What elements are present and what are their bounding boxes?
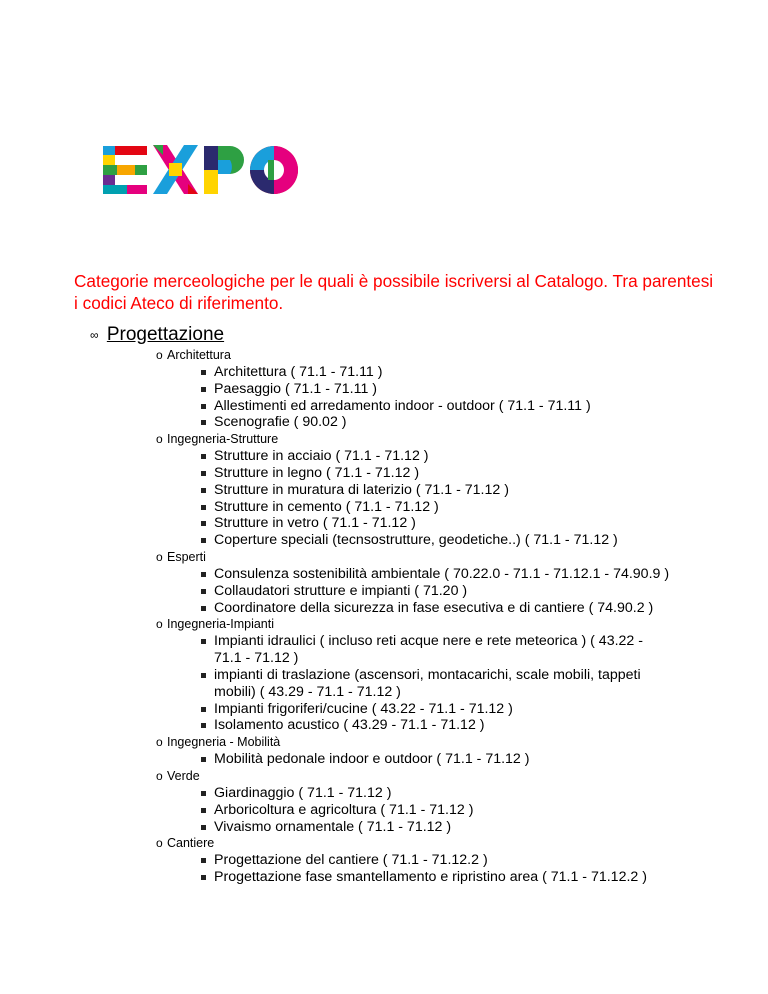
list-item: Coperture speciali (tecnsostrutture, geodetiche..) ( 71.1 - 71.12 ) (201, 532, 671, 549)
square-bullet-icon (201, 606, 206, 611)
logo-letter-x (153, 145, 198, 194)
square-bullet-icon (201, 387, 206, 392)
list-item: Impianti idraulici ( incluso reti acque nere e rete meteorica ) ( 43.22 - 71.1 - 71.12 ) (201, 633, 671, 667)
square-bullet-icon (201, 454, 206, 459)
list-item: Collaudatori strutture e impianti ( 71.20 ) (201, 583, 671, 600)
list-item: Consulenza sostenibilità ambientale ( 70.22.0 - 71.1 - 71.12.1 - 74.90.9 ) (201, 566, 671, 583)
square-bullet-icon (201, 808, 206, 813)
square-bullet-icon (201, 488, 206, 493)
list-item: Strutture in muratura di laterizio ( 71.1 - 71.12 ) (201, 482, 671, 499)
category-list (0, 347, 768, 886)
square-bullet-icon (201, 404, 206, 409)
list-heading (90, 324, 224, 347)
list-item: Strutture in acciaio ( 71.1 - 71.12 ) (201, 448, 671, 465)
square-bullet-icon (201, 505, 206, 510)
expo-logo (103, 145, 298, 195)
section-title: o Cantiere (156, 836, 215, 851)
section-title: o Esperti (156, 549, 206, 564)
list-item: Impianti frigoriferi/cucine ( 43.22 - 71.1 - 71.12 ) (201, 701, 671, 718)
list-item: Paesaggio ( 71.1 - 71.11 ) (201, 381, 671, 398)
list-item: Isolamento acustico ( 43.29 - 71.1 - 71.12 ) (201, 717, 671, 734)
square-bullet-icon (201, 875, 206, 880)
square-bullet-icon (201, 471, 206, 476)
square-bullet-icon (201, 858, 206, 863)
section-title: o Ingegneria-Impianti (156, 617, 275, 632)
square-bullet-icon (201, 538, 206, 543)
list-item: Arboricoltura e agricoltura ( 71.1 - 71.12 ) (201, 802, 671, 819)
logo-letter-o (250, 146, 298, 194)
list-item: Mobilità pedonale indoor e outdoor ( 71.1 - 71.12 ) (201, 751, 671, 768)
square-bullet-icon (201, 639, 206, 644)
logo-letter-e (103, 146, 147, 194)
square-bullet-icon (201, 757, 206, 762)
square-bullet-icon (201, 521, 206, 526)
intro-text: Categorie merceologiche per le quali è possibile iscriversi al Catalogo. Tra parentesi i codici Ateco di riferimento. (74, 271, 714, 313)
section-title: o Ingegneria-Strutture (156, 432, 279, 447)
section-title: o Architettura (156, 348, 231, 362)
list-item: Giardinaggio ( 71.1 - 71.12 ) (201, 785, 671, 802)
square-bullet-icon (201, 673, 206, 678)
list-item: Scenografie ( 90.02 ) (201, 414, 671, 431)
square-bullet-icon (201, 825, 206, 830)
list-item: Strutture in cemento ( 71.1 - 71.12 ) (201, 499, 671, 516)
list-item: Vivaismo ornamentale ( 71.1 - 71.12 ) (201, 819, 671, 836)
list-item: Architettura ( 71.1 - 71.11 ) (201, 364, 671, 381)
square-bullet-icon (201, 370, 206, 375)
square-bullet-icon (201, 420, 206, 425)
list-item: Coordinatore della sicurezza in fase esecutiva e di cantiere ( 74.90.2 ) (201, 600, 671, 617)
section-title: o Verde (156, 768, 200, 783)
list-item: Allestimenti ed arredamento indoor - outdoor ( 71.1 - 71.11 ) (201, 398, 671, 415)
list-item: Strutture in vetro ( 71.1 - 71.12 ) (201, 515, 671, 532)
square-bullet-icon (201, 572, 206, 577)
section-title: o Ingegneria - Mobilità (156, 735, 281, 750)
list-item: Strutture in legno ( 71.1 - 71.12 ) (201, 465, 671, 482)
square-bullet-icon (201, 723, 206, 728)
logo-letter-p (204, 146, 244, 194)
list-item: Progettazione del cantiere ( 71.1 - 71.12.2 ) (201, 852, 671, 869)
heading-progettazione[interactable]: Progettazione (106, 324, 225, 345)
infinity-bullet-icon: ∞ (90, 328, 99, 342)
list-item: Progettazione fase smantellamento e ripristino area ( 71.1 - 71.12.2 ) (201, 869, 671, 886)
square-bullet-icon (201, 707, 206, 712)
square-bullet-icon (201, 589, 206, 594)
square-bullet-icon (201, 791, 206, 796)
list-item: impianti di traslazione (ascensori, montacarichi, scale mobili, tappeti mobili) ( 43.29 - 71.1 - 71.12 ) (201, 667, 671, 701)
